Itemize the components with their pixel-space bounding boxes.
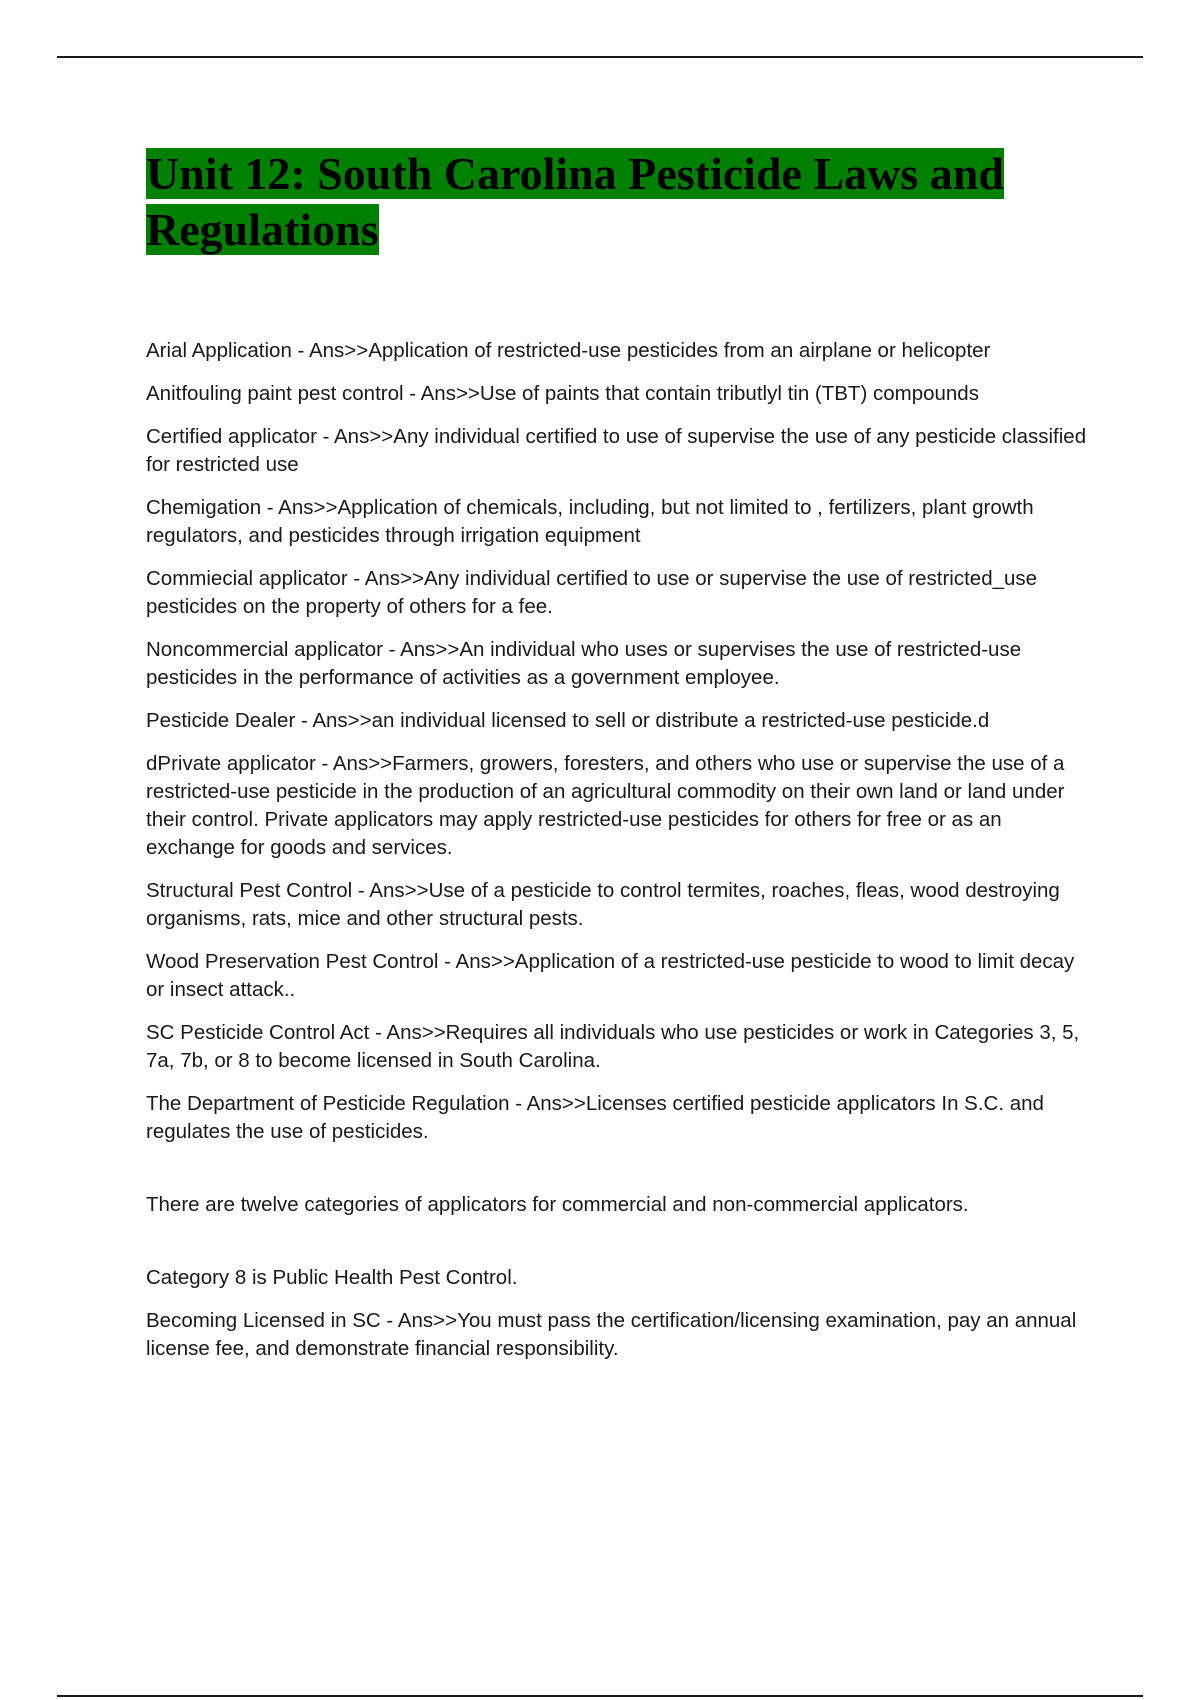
definition-entry: Commiecial applicator - Ans>>Any individual certified to use or supervise the use of restricted_use pesticides on the property of others for a fee. (146, 567, 1038, 618)
categories-note: There are twelve categories of applicators for commercial and non-commercial applicators. (146, 1193, 969, 1216)
definition-entry: Pesticide Dealer - Ans>>an individual licensed to sell or distribute a restricted-use pesticide.d (146, 709, 990, 732)
definition-entry: Arial Application - Ans>>Application of restricted-use pesticides from an airplane or helicopter (146, 339, 991, 362)
definition-entry: The Department of Pesticide Regulation - Ans>>Licenses certified pesticide applicators In S.C. and regulates the use of pesticides. (146, 1092, 1044, 1143)
definition-entry: Certified applicator - Ans>>Any individual certified to use of supervise the use of any pesticide classified for restricted use (146, 425, 1087, 476)
spacer (146, 1234, 1091, 1264)
definition-entry-licensing: Becoming Licensed in SC - Ans>>You must pass the certification/licensing examination, pay an annual license fee, and demonstrate financial responsibility. (146, 1309, 1077, 1360)
category-8-note: Category 8 is Public Health Pest Control. (146, 1266, 518, 1289)
definition-entry: dPrivate applicator - Ans>>Farmers, growers, foresters, and others who use or supervise the use of a restricted-use pesticide in the production of an agricultural commodity on their own land or land under their control. Private applicators may apply restricted-use pesticides for others for free or as an exchange for goods and services. (146, 752, 1065, 859)
definition-entry: Wood Preservation Pest Control - Ans>>Application of a restricted-use pesticide to wood to limit decay or insect attack.. (146, 950, 1075, 1001)
top-rule (57, 56, 1143, 58)
page-title-container (146, 146, 1076, 258)
definition-entry: Anitfouling paint pest control - Ans>>Use of paints that contain tributlyl tin (TBT) compounds (146, 382, 979, 405)
document-body (146, 337, 1091, 1378)
spacer (146, 1161, 1091, 1191)
definition-entry: Structural Pest Control - Ans>>Use of a pesticide to control termites, roaches, fleas, wood destroying organisms, rats, mice and other structural pests. (146, 879, 1060, 930)
page-title: Unit 12: South Carolina Pesticide Laws and Regulations (146, 148, 1004, 255)
bottom-rule (57, 1695, 1143, 1697)
definition-entry: Chemigation - Ans>>Application of chemicals, including, but not limited to , fertilizers, plant growth regulators, and pesticides through irrigation equipment (146, 496, 1034, 547)
definition-entry: SC Pesticide Control Act - Ans>>Requires all individuals who use pesticides or work in Categories 3, 5, 7a, 7b, or 8 to become licensed in South Carolina. (146, 1021, 1080, 1072)
definition-entry: Noncommercial applicator - Ans>>An individual who uses or supervises the use of restricted-use pesticides in the performance of activities as a government employee. (146, 638, 1022, 689)
